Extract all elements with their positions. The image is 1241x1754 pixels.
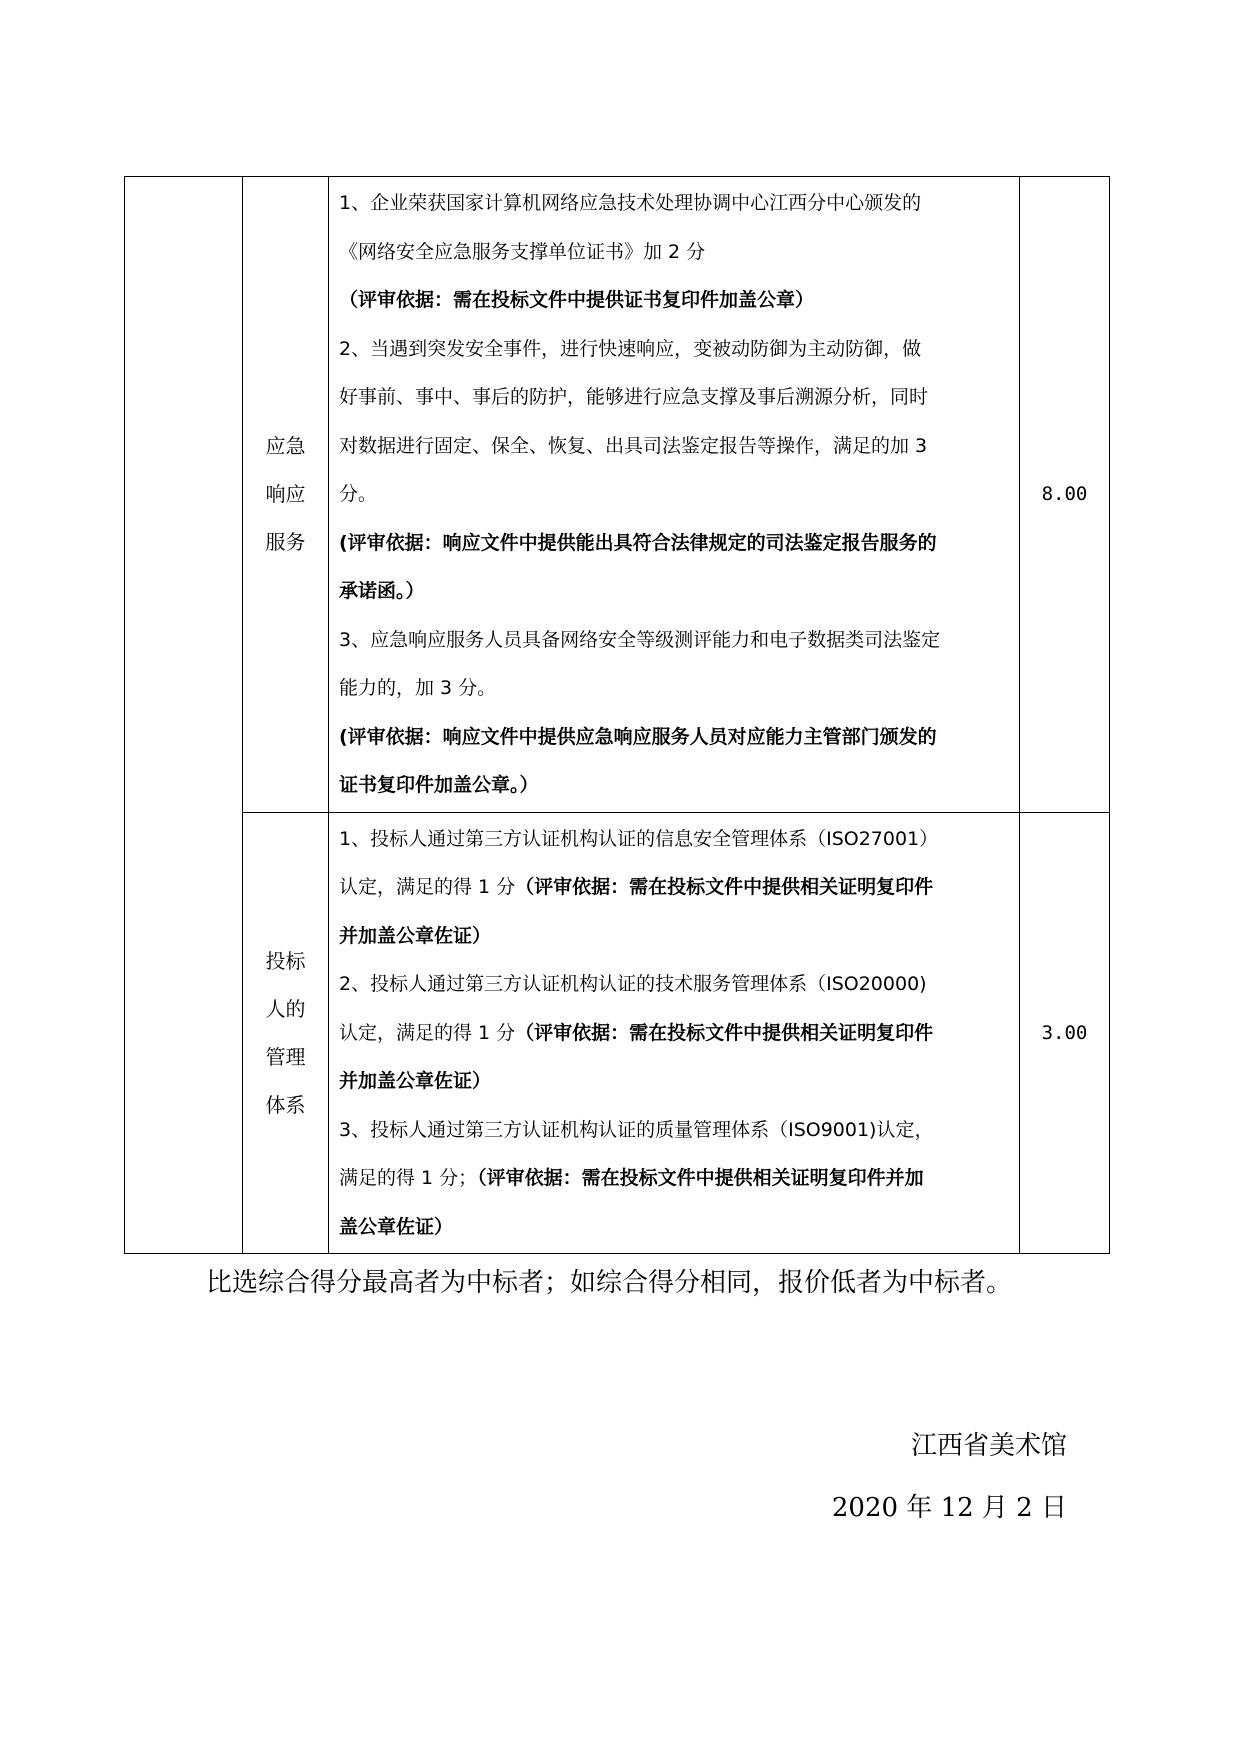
scoring-table <box>124 176 1110 1254</box>
scoring-table-body <box>125 177 1110 1254</box>
signature-date: 2020 年 12 月 2 日 <box>831 1493 1067 1523</box>
criteria-line <box>339 1203 1011 1252</box>
criteria-line <box>339 325 1011 374</box>
item-name-cell <box>243 177 329 813</box>
criteria-line <box>339 422 1011 471</box>
item-name-line: 管理 <box>265 1044 306 1069</box>
item-name-line: 投标 <box>265 948 306 973</box>
criteria-text: 3、投标人通过第三方认证机构认证的质量管理体系（ISO9001)认定， <box>339 1118 934 1141</box>
criteria-line <box>339 1009 1011 1058</box>
criteria-text: 1、企业荣获国家计算机网络应急技术处理协调中心江西分中心颁发的 <box>339 192 922 214</box>
criteria-basis-text: 承诺函。） <box>339 580 425 602</box>
criteria-line <box>339 228 1011 277</box>
criteria-basis-text: （评审依据：需在投标文件中提供相关证明复印件 <box>515 1021 934 1044</box>
criteria-text: 认定，满足的得 1 分 <box>339 1021 516 1044</box>
score-cell: 8.00 <box>1020 177 1110 813</box>
criteria-line <box>339 519 1011 568</box>
item-name-line: 服务 <box>265 530 306 555</box>
criteria-line <box>339 960 1011 1009</box>
criteria-basis-text: (评审依据：响应文件中提供应急响应服务人员对应能力主管部门颁发的 <box>339 725 937 748</box>
criteria-cell <box>329 812 1020 1254</box>
table-row <box>125 177 1110 813</box>
criteria-line <box>339 373 1011 422</box>
criteria-line <box>339 1106 1011 1155</box>
item-name-line: 人的 <box>265 996 306 1021</box>
criteria-basis-text: 并加盖公章佐证） <box>339 1070 492 1092</box>
criteria-text: 对数据进行固定、保全、恢复、出具司法鉴定报告等操作，满足的加 3 <box>339 434 928 457</box>
criteria-line <box>339 664 1011 713</box>
criteria-basis-text: （评审依据：需在投标文件中提供相关证明复印件 <box>515 876 934 898</box>
criteria-line <box>339 567 1011 616</box>
criteria-basis-text: 证书复印件加盖公章。） <box>339 774 539 796</box>
criteria-text: 分。 <box>339 483 378 505</box>
criteria-line <box>339 815 1011 864</box>
criteria-basis-text: （评审依据：需在投标文件中提供相关证明复印件并加 <box>477 1167 924 1189</box>
criteria-line <box>339 470 1011 519</box>
criteria-basis-text: (评审依据：响应文件中提供能出具符合法律规定的司法鉴定报告服务的 <box>339 531 937 554</box>
criteria-basis-text: 盖公章佐证） <box>339 1215 454 1238</box>
criteria-line <box>339 863 1011 912</box>
score-cell: 3.00 <box>1020 812 1110 1254</box>
criteria-text: 认定，满足的得 1 分 <box>339 876 516 898</box>
criteria-line <box>339 616 1011 665</box>
signature-organization: 江西省美术馆 <box>910 1431 1067 1461</box>
criteria-line <box>339 713 1011 762</box>
criteria-line <box>339 276 1011 325</box>
criteria-basis-text: 并加盖公章佐证） <box>339 924 492 947</box>
criteria-text: 2、投标人通过第三方认证机构认证的技术服务管理体系（ISO20000) <box>339 973 927 995</box>
criteria-text: 好事前、事中、事后的防护，能够进行应急支撑及事后溯源分析，同时 <box>339 386 929 408</box>
category-cell-empty <box>125 177 243 1254</box>
table-row <box>125 812 1110 1254</box>
criteria-line <box>339 1057 1011 1106</box>
criteria-text: 1、投标人通过第三方认证机构认证的信息安全管理体系（ISO27001） <box>339 827 939 850</box>
criteria-cell <box>329 177 1020 813</box>
criteria-text: 能力的，加 3 分。 <box>339 677 497 699</box>
criteria-text: 满足的得 1 分； <box>339 1167 478 1189</box>
item-name-line: 应急 <box>265 434 306 459</box>
criteria-basis-text: （评审依据：需在投标文件中提供证书复印件加盖公章） <box>339 289 815 311</box>
criteria-text: 《网络安全应急服务支撑单位证书》加 2 分 <box>339 240 706 263</box>
item-name-cell <box>243 812 329 1254</box>
criteria-text: 3、应急响应服务人员具备网络安全等级测评能力和电子数据类司法鉴定 <box>339 628 941 651</box>
criteria-line <box>339 761 1011 810</box>
criteria-line <box>339 912 1011 961</box>
criteria-line <box>339 1154 1011 1203</box>
criteria-text: 2、当遇到突发安全事件，进行快速响应，变被动防御为主动防御，做 <box>339 337 922 360</box>
item-name-line: 响应 <box>265 482 306 507</box>
criteria-line <box>339 179 1011 228</box>
item-name-line: 体系 <box>265 1092 306 1117</box>
conclusion-text: 比选综合得分最高者为中标者；如综合得分相同，报价低者为中标者。 <box>206 1268 1013 1298</box>
